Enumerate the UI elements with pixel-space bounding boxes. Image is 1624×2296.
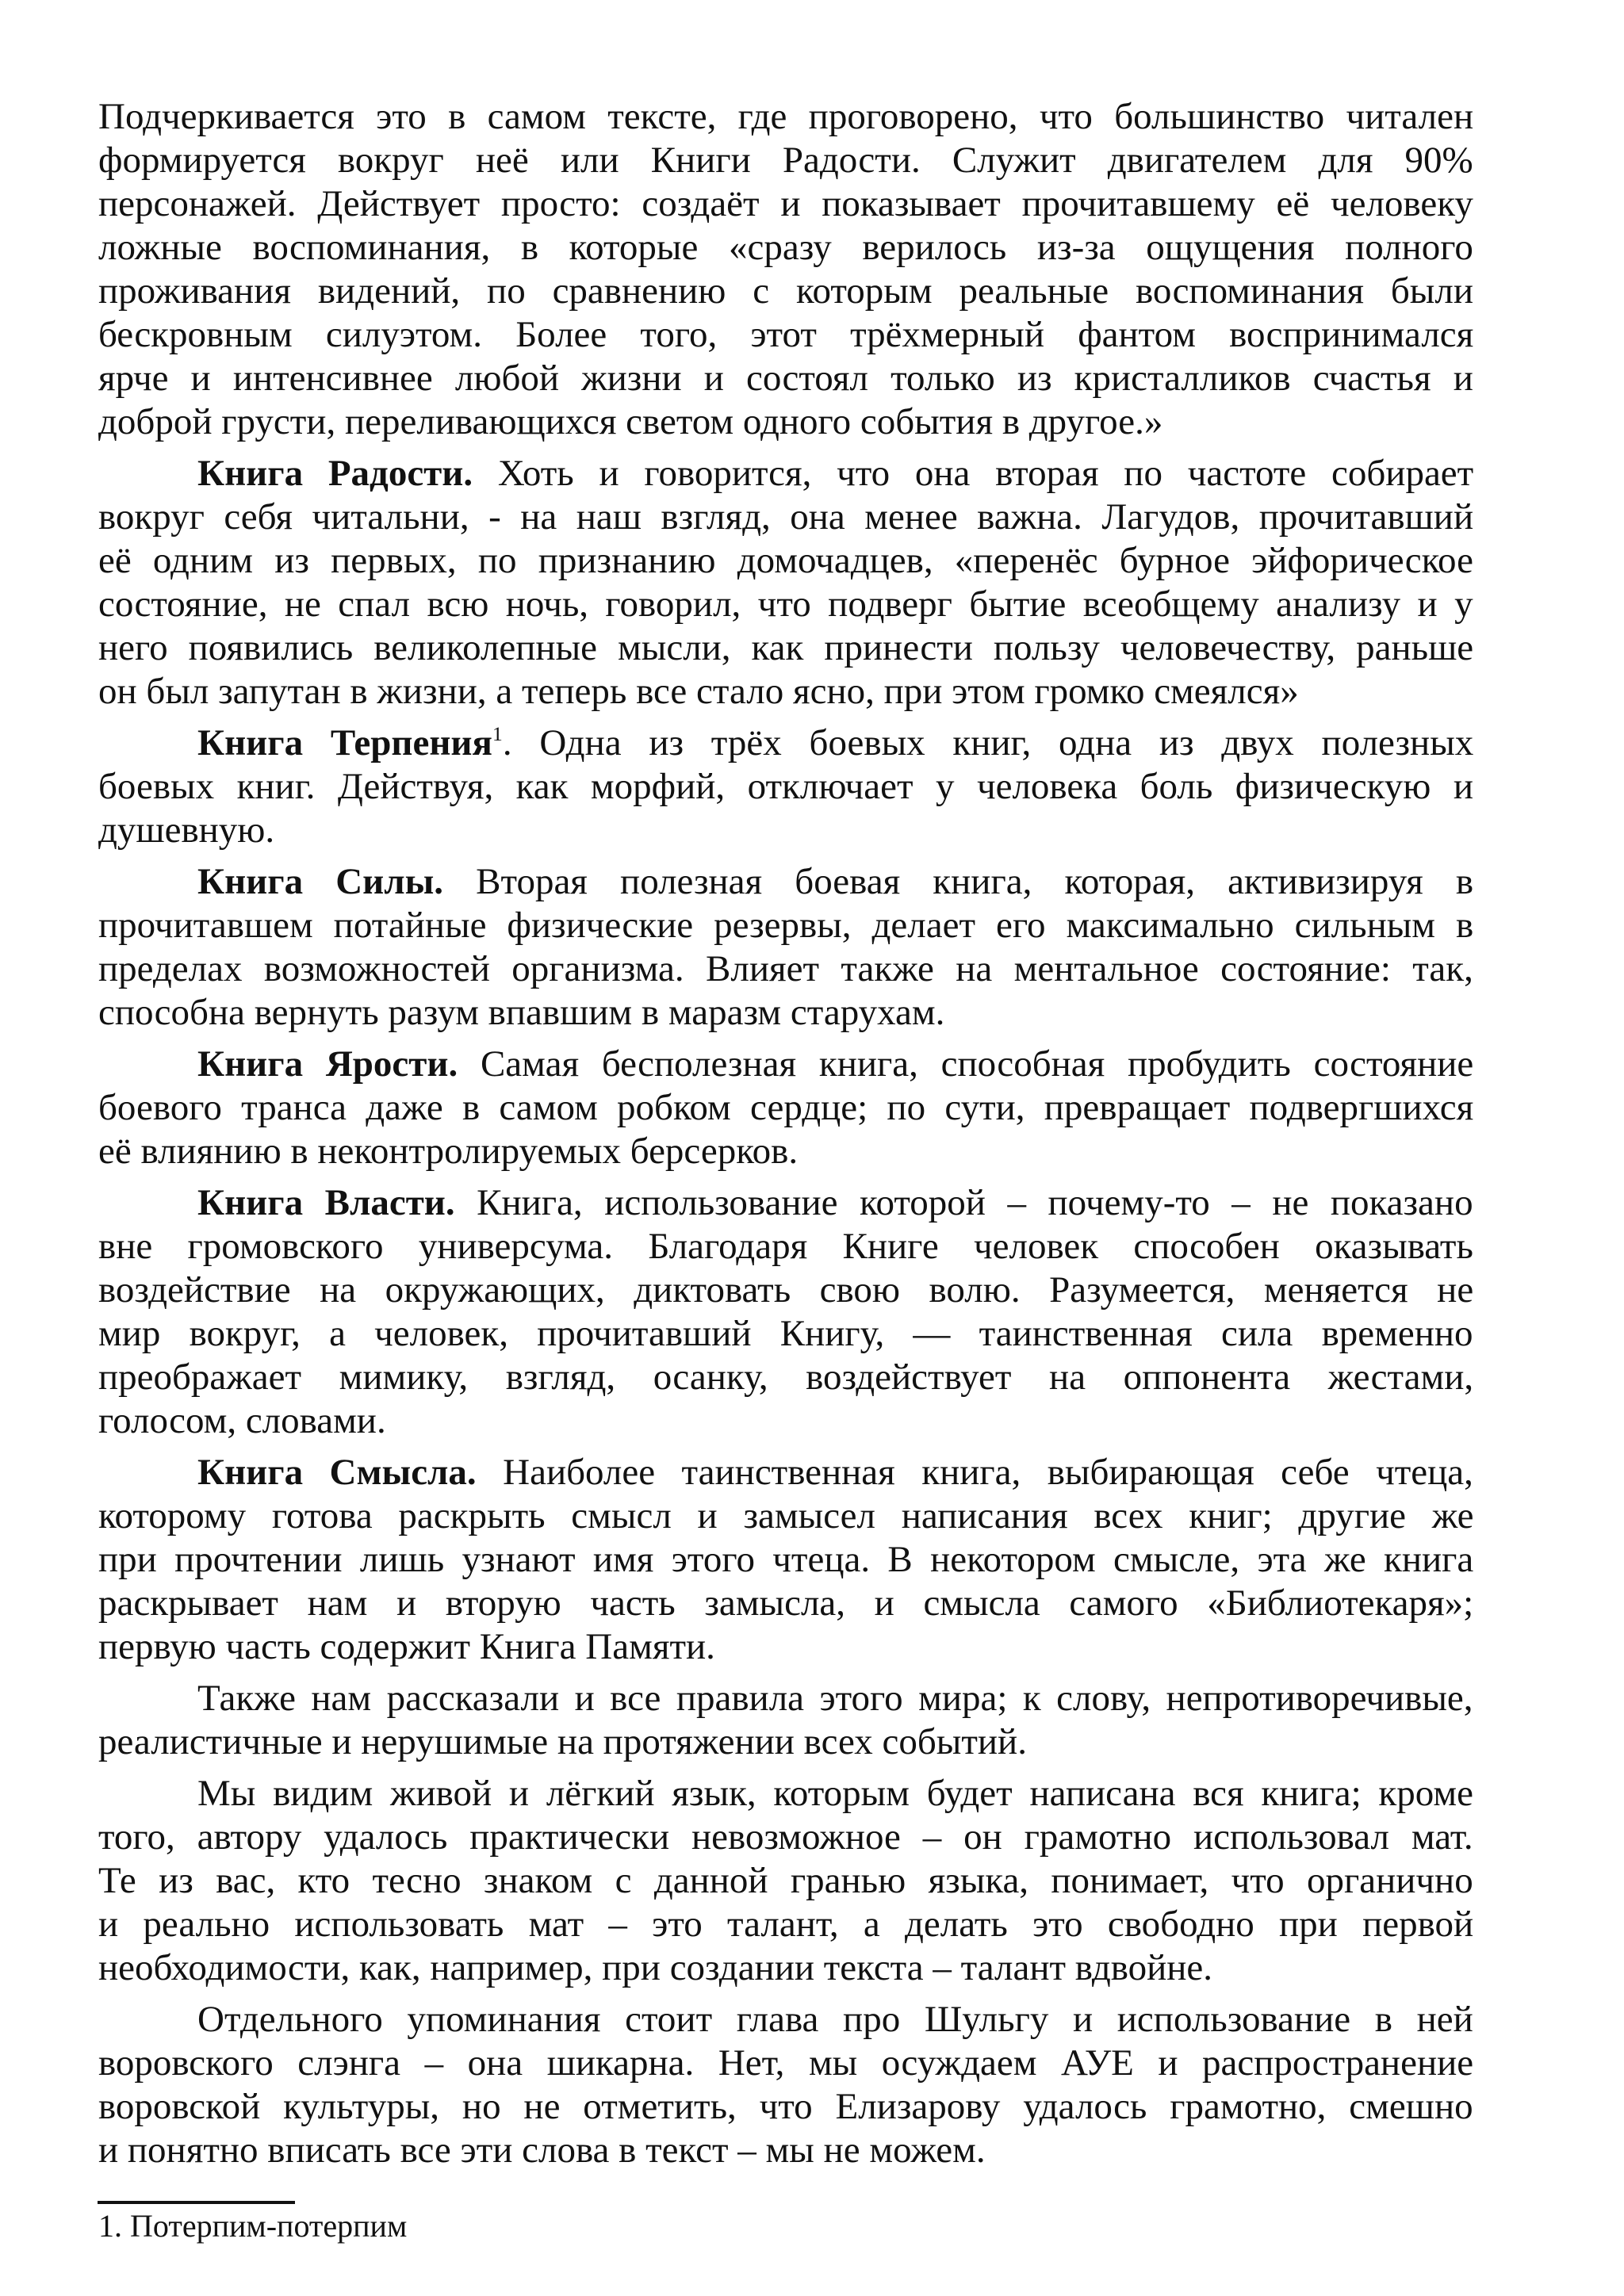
line-text: Те из вас, кто тесно знаком с данной гранью языка, понимает, что органично xyxy=(98,1860,1473,1901)
line-content xyxy=(98,1625,715,1669)
line-content xyxy=(98,313,1473,357)
line-content xyxy=(98,765,1473,809)
text-line xyxy=(197,1181,1473,1225)
line-text: Книга, использование которой – почему-то – не показано xyxy=(454,1182,1473,1223)
line-content xyxy=(197,860,1473,904)
line-content xyxy=(98,1086,1473,1130)
text-line xyxy=(98,670,1473,714)
text-line xyxy=(98,2129,1473,2172)
line-content xyxy=(98,400,1162,444)
text-line xyxy=(98,626,1473,670)
line-content xyxy=(98,1903,1473,1946)
line-content xyxy=(98,1494,1473,1538)
line-content xyxy=(197,1998,1473,2042)
line-text: вне громовского универсума. Благодаря Книге человек способен оказывать xyxy=(98,1226,1473,1267)
line-content xyxy=(98,496,1473,539)
line-text: Хоть и говорится, что она вторая по частоте собирает xyxy=(473,453,1474,494)
line-text: проживания видений, по сравнению с которым реальные воспоминания были xyxy=(98,270,1473,312)
text-line xyxy=(98,1086,1473,1130)
book-heading: Книга Радости. xyxy=(197,453,473,494)
line-content xyxy=(197,1677,1473,1720)
text-line xyxy=(98,1225,1473,1269)
line-text: бескровным силуэтом. Более того, этот трёхмерный фантом воспринимался xyxy=(98,314,1474,355)
line-text: персонажей. Действует просто: создаёт и показывает прочитавшему её человеку xyxy=(98,183,1473,224)
text-line xyxy=(197,860,1473,904)
line-text: Вторая полезная боевая книга, которая, активизируя в xyxy=(443,861,1474,902)
line-content xyxy=(98,539,1473,583)
text-line xyxy=(197,1043,1473,1086)
line-content xyxy=(98,670,1299,714)
line-text: Мы видим живой и лёгкий язык, которым будет написана вся книга; кроме xyxy=(197,1773,1473,1814)
footnote-number: 1. xyxy=(98,2208,122,2244)
line-text: раскрывает нам и вторую часть замысла, и смысла самого «Библиотекаря»; xyxy=(98,1582,1474,1624)
line-text: прочитавшем потайные физические резервы, делает его максимально сильным в xyxy=(98,905,1474,946)
line-content xyxy=(197,1181,1473,1225)
text-line xyxy=(98,1816,1473,1859)
text-line xyxy=(98,1582,1473,1625)
line-text: пределах возможностей организма. Влияет также на ментальное состояние: так, xyxy=(98,948,1473,989)
line-content xyxy=(98,270,1473,313)
line-content xyxy=(98,1225,1473,1269)
line-text: боевого транса даже в самом робком сердце; по сути, превращает подвергшихся xyxy=(98,1087,1474,1128)
text-line xyxy=(197,1772,1473,1816)
text-line xyxy=(197,721,1473,765)
text-line xyxy=(98,904,1473,947)
text-line xyxy=(98,1625,1473,1669)
text-line xyxy=(98,1399,1473,1443)
text-line xyxy=(98,809,1473,852)
text-line xyxy=(98,1269,1473,1312)
text-line xyxy=(98,765,1473,809)
line-content xyxy=(98,809,274,852)
line-content xyxy=(98,95,1473,139)
line-text: преображает мимику, взгляд, осанку, воздействует на оппонента жестами, xyxy=(98,1357,1474,1398)
text-line xyxy=(98,2042,1473,2085)
text-line xyxy=(98,1946,1473,1990)
line-content xyxy=(98,1946,1212,1990)
line-text: первую часть содержит Книга Памяти. xyxy=(98,1626,715,1667)
text-line xyxy=(98,313,1473,357)
text-line xyxy=(98,947,1473,991)
text-line xyxy=(197,452,1473,496)
line-text: него появились великолепные мысли, как принести пользу человечеству, раньше xyxy=(98,627,1474,668)
text-line xyxy=(98,139,1473,182)
line-text: Отдельного упоминания стоит глава про Шульгу и использование в ней xyxy=(197,1999,1473,2040)
line-text: и понятно вписать все эти слова в текст – мы не можем. xyxy=(98,2130,986,2171)
line-text: Самая бесполезная книга, способная пробудить состояние xyxy=(458,1043,1474,1085)
line-content xyxy=(98,626,1473,670)
line-content xyxy=(98,226,1473,270)
line-text: ярче и интенсивнее любой жизни и состоял только из кристалликов счастья и xyxy=(98,358,1473,399)
text-line xyxy=(98,2085,1473,2129)
line-text: воровской культуры, но не отметить, что Елизарову удалось грамотно, смешно xyxy=(98,2086,1473,2127)
line-content xyxy=(98,947,1473,991)
text-line xyxy=(98,1903,1473,1946)
line-content xyxy=(98,1582,1473,1625)
line-content xyxy=(98,1538,1473,1582)
footnote-separator xyxy=(98,2201,295,2204)
line-content xyxy=(98,1720,1027,1764)
line-text: её влиянию в неконтролируемых берсерков. xyxy=(98,1131,799,1172)
text-line xyxy=(98,182,1473,226)
line-text: боевых книг. Действуя, как морфий, отключает у человека боль физическую и xyxy=(98,766,1473,807)
line-text: ложные воспоминания, в которые «сразу верилось из-за ощущения полного xyxy=(98,227,1473,268)
line-text: формируется вокруг неё или Книги Радости. Служит двигателем для 90% xyxy=(98,140,1473,181)
line-text: он был запутан в жизни, а теперь все стало ясно, при этом громко смеялся» xyxy=(98,671,1299,712)
line-text: душевную. xyxy=(98,809,275,851)
line-content xyxy=(98,1399,386,1443)
text-line xyxy=(98,496,1473,539)
line-content xyxy=(197,1772,1473,1816)
line-content xyxy=(98,139,1473,182)
text-line xyxy=(98,400,1473,444)
line-text: её одним из первых, по признанию домочадцев, «перенёс бурное эйфорическое xyxy=(98,540,1473,581)
line-text: того, автору удалось практически невозможное – он грамотно использовал мат. xyxy=(98,1816,1473,1858)
line-content xyxy=(98,1312,1473,1356)
text-line xyxy=(197,1451,1473,1494)
line-text: доброй грусти, переливающихся светом одного события в другое.» xyxy=(98,401,1163,442)
text-line xyxy=(197,1998,1473,2042)
book-heading: Книга Силы. xyxy=(197,861,444,902)
text-line xyxy=(98,226,1473,270)
line-content xyxy=(98,1816,1473,1859)
text-line xyxy=(98,991,1473,1035)
line-text: вокруг себя читальни, - на наш взгляд, она менее важна. Лагудов, прочитавший xyxy=(98,496,1474,538)
line-text: реалистичные и нерушимые на протяжении всех событий. xyxy=(98,1721,1027,1762)
line-text: которому готова раскрыть смысл и замысел написания всех книг; другие же xyxy=(98,1495,1474,1536)
footnote-reference[interactable]: 1 xyxy=(492,721,503,745)
line-content xyxy=(98,1130,798,1173)
text-line xyxy=(98,95,1473,139)
book-heading: Книга Ярости. xyxy=(197,1043,458,1085)
text-line xyxy=(98,1130,1473,1173)
line-text: голосом, словами. xyxy=(98,1400,386,1441)
line-content xyxy=(98,1356,1473,1399)
text-line xyxy=(98,1312,1473,1356)
text-line xyxy=(98,357,1473,400)
line-content xyxy=(197,721,1473,765)
footnote-text: Потерпим-потерпим xyxy=(130,2208,408,2244)
line-text: и реально использовать мат – это талант, а делать это свободно при первой xyxy=(98,1904,1474,1945)
line-content xyxy=(98,904,1473,947)
footnote-1 xyxy=(98,2207,407,2245)
line-content xyxy=(98,1859,1473,1903)
text-line xyxy=(98,270,1473,313)
line-text: способна вернуть разум впавшим в маразм старухам. xyxy=(98,992,945,1033)
text-line xyxy=(98,1720,1473,1764)
text-line xyxy=(98,583,1473,626)
line-text: воздействие на окружающих, диктовать свою волю. Разумеется, меняется не xyxy=(98,1269,1474,1311)
line-content xyxy=(98,1269,1473,1312)
line-text: при прочтении лишь узнают имя этого чтеца. В некотором смысле, эта же книга xyxy=(98,1539,1474,1580)
line-content xyxy=(197,452,1473,496)
line-text: Наиболее таинственная книга, выбирающая себе чтеца, xyxy=(476,1452,1473,1493)
book-heading: Книга Власти. xyxy=(197,1182,455,1223)
line-content xyxy=(197,1043,1473,1086)
line-text: Также нам рассказали и все правила этого мира; к слову, непротиворечивые, xyxy=(197,1678,1473,1719)
line-text: необходимости, как, например, при создании текста – талант вдвойне. xyxy=(98,1947,1213,1988)
line-text: воровского слэнга – она шикарна. Нет, мы осуждаем АУЕ и распространение xyxy=(98,2042,1474,2084)
line-text: . Одна из трёх боевых книг, одна из двух полезных xyxy=(502,722,1474,763)
line-content xyxy=(98,182,1473,226)
line-content xyxy=(98,2129,986,2172)
text-line xyxy=(98,1356,1473,1399)
book-heading: Книга Смысла. xyxy=(197,1452,477,1493)
text-line xyxy=(197,1677,1473,1720)
line-text: мир вокруг, а человек, прочитавший Книгу, — таинственная сила временно xyxy=(98,1313,1473,1354)
text-line xyxy=(98,539,1473,583)
line-text: состояние, не спал всю ночь, говорил, что подверг бытие всеобщему анализу и у xyxy=(98,584,1473,625)
book-heading: Книга Терпения xyxy=(197,722,492,763)
line-content xyxy=(98,357,1473,400)
line-text: Подчеркивается это в самом тексте, где проговорено, что большинство читален xyxy=(98,96,1474,137)
text-line xyxy=(98,1859,1473,1903)
text-line xyxy=(98,1538,1473,1582)
line-content xyxy=(98,991,944,1035)
text-line xyxy=(98,1494,1473,1538)
line-content xyxy=(98,2042,1473,2085)
line-content xyxy=(197,1451,1473,1494)
line-content xyxy=(98,583,1473,626)
line-content xyxy=(98,2085,1473,2129)
